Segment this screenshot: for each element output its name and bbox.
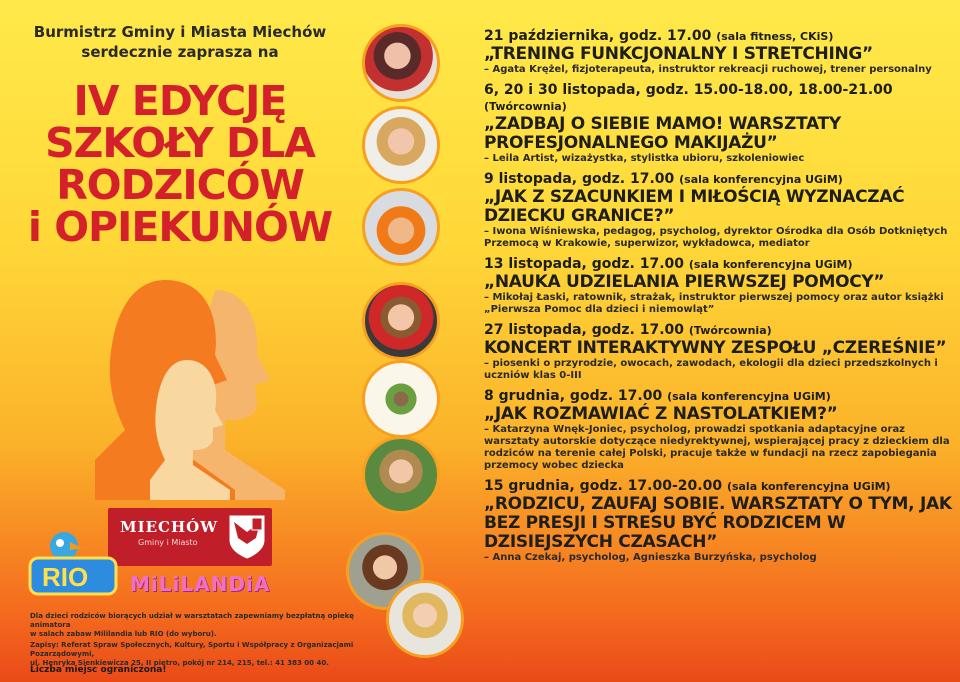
event-title: „ZADBAJ O SIEBIE MAMO! WARSZTATY PROFESJONALNEGO MAKIJAŻU” bbox=[484, 114, 841, 153]
event-item bbox=[484, 478, 954, 564]
event-date-text: 13 listopada, godz. 17.00 bbox=[484, 256, 685, 272]
event-description: – Iwona Wiśniewska, pedagog, psycholog, dyrektor Ośrodka dla Osób Dotkniętych Przemocą w Krakowie, superwizor, wykładowca, mediator bbox=[484, 226, 948, 249]
events-list bbox=[484, 28, 954, 570]
miechow-logo bbox=[108, 508, 272, 566]
event-venue: (sala konferencyjna UGiM) bbox=[679, 173, 843, 186]
notes-block bbox=[30, 612, 360, 670]
event-title: „JAK Z SZACUNKIEM I MIŁOŚCIĄ WYZNACZAĆ DZIECKU GRANICE?” bbox=[484, 187, 905, 226]
event-date-text: 27 listopada, godz. 17.00 bbox=[484, 322, 685, 338]
title-line-3: RODZICÓW bbox=[56, 161, 304, 209]
event-date bbox=[484, 171, 954, 188]
event-date-text: 15 grudnia, godz. 17.00-20.00 bbox=[484, 478, 723, 494]
event-description: – Agata Krężel, fizjoterapeuta, instruktor rekreacji ruchowej, trener personalny bbox=[484, 64, 932, 75]
rio-label: RIO bbox=[42, 562, 89, 592]
poster-title bbox=[20, 77, 340, 251]
event-venue: (Twórcownia) bbox=[688, 324, 772, 337]
speaker-photo-2 bbox=[362, 106, 440, 184]
event-title: „TRENING FUNKCJONALNY I STRETCHING” bbox=[484, 44, 873, 64]
event-venue: (sala konferencyjna UGiM) bbox=[667, 390, 831, 403]
event-venue: (sala fitness, CKiS) bbox=[716, 30, 834, 43]
event-item bbox=[484, 256, 954, 316]
event-item bbox=[484, 322, 954, 382]
event-date bbox=[484, 388, 954, 405]
event-description: – Katarzyna Wnęk-Joniec, psycholog, prowadzi spotkania adaptacyjne oraz warsztaty autorskie dotyczące niedyrektywnej, wspierającej pracy z dzieckiem dla rodziców na terenie całej Polski, pracuje także w fundacji na rzecz zapobiegania przemocy wobec dziecka bbox=[484, 424, 950, 471]
title-line-1: IV EDYCJĘ bbox=[73, 77, 287, 125]
event-title: „JAK ROZMAWIAĆ Z NASTOLATKIEM?” bbox=[484, 404, 838, 424]
event-venue: (Twórcownia) bbox=[484, 100, 567, 113]
event-venue: (sala konferencyjna UGiM) bbox=[688, 258, 853, 271]
event-item bbox=[484, 388, 954, 472]
mililandia-logo: MiLiLANDiA bbox=[130, 572, 271, 596]
left-panel bbox=[0, 0, 355, 682]
rio-logo bbox=[22, 528, 122, 598]
speaker-photo-1 bbox=[362, 24, 440, 102]
title-line-4: i OPIEKUNÓW bbox=[27, 203, 333, 251]
event-description: – Mikołaj Łaski, ratownik, strażak, instruktor pierwszej pomocy oraz autor książki „Pierwsza Pomoc dla dzieci i niemowląt” bbox=[484, 292, 944, 315]
event-date bbox=[484, 478, 954, 495]
event-title: „RODZICU, ZAUFAJ SOBIE. WARSZTATY O TYM, JAK BEZ PRESJI I STRESU BYĆ RODZICEM W DZISIEJSZYCH CZASACH” bbox=[484, 494, 952, 552]
note-line-3: Zapisy: Referat Spraw Społecznych, Kultury, Sportu i Współpracy z Organizacjami Pozarządowymi, bbox=[30, 641, 354, 658]
event-date bbox=[484, 28, 954, 45]
speaker-photo-7b bbox=[386, 580, 464, 658]
event-description: – piosenki o przyrodzie, owocach, zawodach, ekologii dla dzieci przedszkolnych i uczniów klas 0-III bbox=[484, 358, 938, 381]
event-item bbox=[484, 82, 954, 165]
event-title: KONCERT INTERAKTYWNY ZESPOŁU „CZEREŚNIE” bbox=[484, 338, 947, 358]
event-date-text: 9 listopada, godz. 17.00 bbox=[484, 171, 675, 187]
logo-name: MIECHÓW bbox=[120, 518, 219, 536]
event-date bbox=[484, 322, 954, 339]
logo-subtitle: Gminy i Miasto bbox=[138, 538, 198, 547]
event-date bbox=[484, 82, 954, 115]
family-silhouettes-graphic bbox=[95, 280, 285, 500]
event-date-text: 6, 20 i 30 listopada, godz. 15.00-18.00, 18.00-21.00 bbox=[484, 82, 893, 98]
event-date-text: 8 grudnia, godz. 17.00 bbox=[484, 388, 663, 404]
speaker-photo-6 bbox=[362, 436, 440, 514]
host-line-1: Burmistrz Gminy i Miasta Miechów bbox=[33, 23, 327, 41]
host-line-2: serdecznie zaprasza na bbox=[81, 43, 279, 61]
note-line-2: w salach zabaw Mililandia lub RIO (do wyboru). bbox=[30, 630, 217, 638]
host-text bbox=[30, 22, 330, 62]
crest-icon bbox=[228, 514, 266, 560]
event-date-text: 21 października, godz. 17.00 bbox=[484, 28, 712, 44]
speaker-photo-4 bbox=[362, 282, 440, 360]
limit-notice: Liczba miejsc ograniczona! bbox=[30, 665, 167, 675]
event-description: – Leila Artist, wizażystka, stylistka ubioru, szkoleniowiec bbox=[484, 153, 805, 164]
speaker-photo-5 bbox=[362, 360, 440, 438]
speaker-photos-column bbox=[354, 0, 464, 682]
event-item bbox=[484, 171, 954, 250]
event-item bbox=[484, 28, 954, 76]
event-title: „NAUKA UDZIELANIA PIERWSZEJ POMOCY” bbox=[484, 272, 885, 292]
note-line-1: Dla dzieci rodziców biorących udział w warsztatach zapewniamy bezpłatną opiekę animatora bbox=[30, 612, 355, 629]
event-description: – Anna Czekaj, psycholog, Agnieszka Burzyńska, psycholog bbox=[484, 552, 817, 563]
title-line-2: SZKOŁY DLA bbox=[45, 119, 315, 167]
speaker-photo-3 bbox=[362, 188, 440, 266]
note-line-4: ul. Henryka Sienkiewicza 25, II piętro, pokój nr 214, 215, tel.: 41 383 00 40. bbox=[30, 659, 329, 667]
event-venue: (sala konferencyjna UGiM) bbox=[726, 480, 891, 493]
event-date bbox=[484, 256, 954, 273]
